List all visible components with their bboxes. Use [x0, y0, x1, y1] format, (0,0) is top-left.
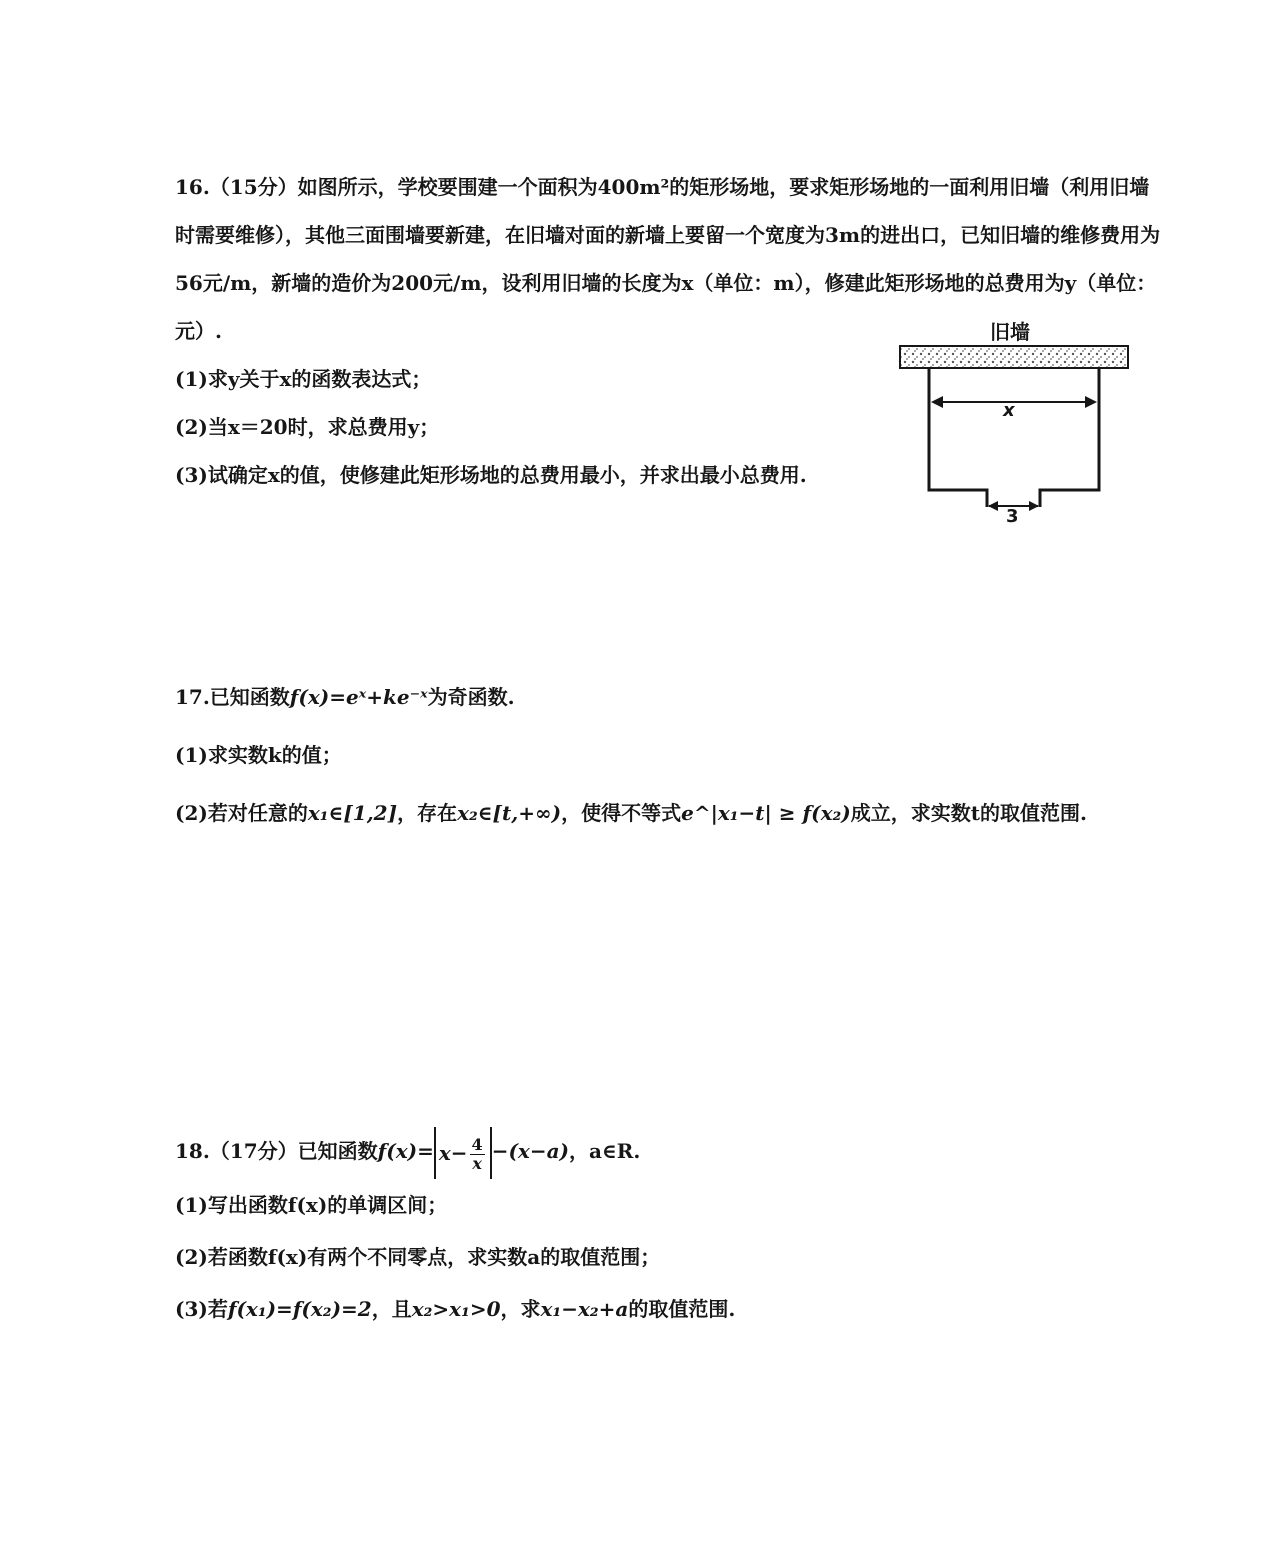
- problem-18-fraction: [470, 1136, 485, 1173]
- problem-16-q2: (2)当x＝20时，求总费用y；: [175, 415, 440, 439]
- gate-arrow-left-head: [988, 501, 998, 511]
- problem-17-q2-e: ，使得不等式: [561, 801, 682, 825]
- length-label: x: [1003, 400, 1015, 421]
- problem-17-q2-b: x₁∈[1,2]: [307, 801, 398, 825]
- problem-18-q3-e: ，求: [500, 1296, 541, 1321]
- problem-17-q2-a: (2)若对任意的: [175, 801, 308, 825]
- fraction-numerator: 4: [471, 1134, 483, 1154]
- fraction-denominator: x: [472, 1153, 482, 1173]
- old-wall: [900, 346, 1128, 368]
- problem-16-q3: (3)试确定x的值，使修建此矩形场地的总费用最小，并求出最小总费用.: [175, 463, 807, 487]
- problem-18-prefix: 18.（17分）已知函数: [175, 1139, 378, 1163]
- problem-18-f-right: −(x−a): [491, 1139, 570, 1163]
- problem-16-stem: 16.（15分）如图所示，学校要围建一个面积为400m²的矩形场地，要求矩形场地的一面利用旧墙（利用旧墙时需要维修），其他三面围墙要新建，在旧墙对面的新墙上要留一个宽度为3m的进出口，已知旧墙的维修费用为56元/m，新墙的造价为200元/m，设利用旧墙的长度为x（单位：m），修建此矩形场地的总费用为y（单位：元）.: [175, 175, 1161, 343]
- problem-18-abs-x: x−: [438, 1140, 468, 1165]
- problem-17-q2-f: e^|x₁−t| ≥ f(x₂): [681, 801, 851, 825]
- problem-18-stem: [175, 1125, 1175, 1179]
- problem-17-prefix: 17.已知函数: [175, 685, 290, 709]
- length-arrow-left-head: [931, 396, 943, 408]
- problem-18-q3-f: x₁−x₂+a: [540, 1296, 629, 1321]
- problem-18-suffix: ，a∈R.: [569, 1139, 641, 1163]
- problem-18-q3: [175, 1283, 1175, 1335]
- old-wall-label: 旧墙: [990, 320, 1030, 344]
- problem-18-q3-b: f(x₁)=f(x₂)=2: [227, 1296, 372, 1321]
- field-outline-right: [1040, 368, 1099, 507]
- rectangle-field-figure: [895, 312, 1135, 532]
- problem-18-abs: [434, 1127, 492, 1179]
- field-outline: [929, 368, 987, 507]
- problem-18: [175, 1125, 1175, 1335]
- problem-18-q3-d: x₂>x₁>0: [411, 1296, 501, 1321]
- problem-18-f-left: f(x)=: [377, 1139, 434, 1163]
- problem-17-stem: [175, 668, 1175, 726]
- problem-17: [175, 668, 1175, 842]
- problem-18-q3-c: ，且: [371, 1296, 412, 1321]
- problem-17-q2: [175, 784, 1175, 842]
- problem-18-q3-g: 的取值范围.: [628, 1296, 736, 1321]
- problem-17-q1: (1)求实数k的值；: [175, 743, 342, 767]
- gate-arrow-right-head: [1029, 501, 1039, 511]
- problem-18-q2: (2)若函数f(x)有两个不同零点，求实数a的取值范围；: [175, 1244, 661, 1269]
- problem-18-q3-a: (3)若: [175, 1296, 228, 1321]
- length-arrow-right-head: [1085, 396, 1097, 408]
- problem-17-q2-g: 成立，求实数t的取值范围.: [850, 801, 1087, 825]
- field-diagram: [895, 312, 1135, 532]
- problem-17-q2-d: x₂∈[t,+∞): [457, 801, 562, 825]
- problem-17-formula: f(x)=eˣ+ke⁻ˣ: [289, 685, 428, 709]
- problem-16-q1: (1)求y关于x的函数表达式；: [175, 367, 432, 391]
- problem-17-q2-c: ，存在: [397, 801, 458, 825]
- gate-label: 3: [1006, 506, 1019, 527]
- problem-17-suffix: 为奇函数.: [427, 685, 515, 709]
- problem-18-q1: (1)写出函数f(x)的单调区间；: [175, 1192, 448, 1217]
